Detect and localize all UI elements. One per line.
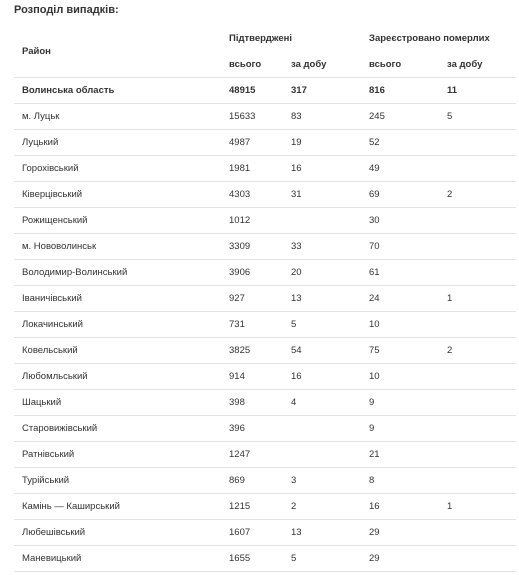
table-row [14, 182, 516, 208]
header-deaths: Зареєстровано померлих [369, 32, 490, 44]
header-confirmed: Підтверджені [229, 32, 293, 44]
header-confirmed-total: всього [221, 51, 283, 78]
row-confirmed-daily: 16 [283, 156, 361, 182]
row-deaths-daily: 1 [439, 286, 516, 312]
table-row [14, 416, 516, 442]
table-row [14, 156, 516, 182]
row-confirmed-total: 3825 [221, 338, 283, 364]
table-row [14, 286, 516, 312]
table-row-total [14, 78, 516, 104]
row-district: м. Луцьк [14, 104, 221, 130]
table-header [14, 25, 516, 78]
row-district: Іваничівський [14, 286, 221, 312]
row-confirmed-daily: 317 [283, 78, 361, 104]
row-deaths-daily: 2 [439, 338, 516, 364]
row-deaths-total: 9 [361, 416, 439, 442]
row-confirmed-total: 914 [221, 364, 283, 390]
row-deaths-total: 75 [361, 338, 439, 364]
row-confirmed-total: 927 [221, 286, 283, 312]
row-confirmed-daily: 13 [283, 286, 361, 312]
row-deaths-total: 29 [361, 546, 439, 572]
row-deaths-total: 30 [361, 208, 439, 234]
row-deaths-total: 9 [361, 390, 439, 416]
row-confirmed-daily: 4 [283, 390, 361, 416]
row-confirmed-daily: 54 [283, 338, 361, 364]
row-district: Шацький [14, 390, 221, 416]
row-confirmed-daily: 33 [283, 234, 361, 260]
header-row-groups [14, 25, 516, 51]
row-confirmed-total: 3309 [221, 234, 283, 260]
row-deaths-total: 816 [361, 78, 439, 104]
row-confirmed-total: 1655 [221, 546, 283, 572]
row-confirmed-total: 398 [221, 390, 283, 416]
row-deaths-daily [439, 468, 516, 494]
table-row [14, 208, 516, 234]
row-district: Локачинський [14, 312, 221, 338]
row-district: Ратнівський [14, 442, 221, 468]
row-district: Рожищенський [14, 208, 221, 234]
row-district: Любомльський [14, 364, 221, 390]
table-row [14, 234, 516, 260]
row-confirmed-total: 1607 [221, 520, 283, 546]
table-row [14, 546, 516, 572]
row-district: Камінь — Каширський [14, 494, 221, 520]
row-confirmed-daily: 5 [283, 546, 361, 572]
row-confirmed-daily: 16 [283, 364, 361, 390]
row-deaths-daily [439, 234, 516, 260]
row-deaths-total: 245 [361, 104, 439, 130]
table-row [14, 390, 516, 416]
row-district: Волинська область [14, 78, 221, 104]
row-deaths-daily: 5 [439, 104, 516, 130]
row-district: м. Нововолинськ [14, 234, 221, 260]
table-row [14, 468, 516, 494]
table-row [14, 130, 516, 156]
row-district: Володимир-Волинський [14, 260, 221, 286]
table-row [14, 312, 516, 338]
row-deaths-daily [439, 130, 516, 156]
header-deaths-daily: за добу [439, 51, 516, 78]
row-deaths-total: 49 [361, 156, 439, 182]
row-confirmed-daily [283, 208, 361, 234]
row-deaths-daily: 2 [439, 182, 516, 208]
row-deaths-total: 52 [361, 130, 439, 156]
row-confirmed-total: 1012 [221, 208, 283, 234]
row-confirmed-total: 1247 [221, 442, 283, 468]
row-district: Луцький [14, 130, 221, 156]
row-deaths-daily: 1 [439, 494, 516, 520]
row-deaths-daily [439, 364, 516, 390]
row-confirmed-daily [283, 442, 361, 468]
row-district: Маневицький [14, 546, 221, 572]
row-deaths-total: 21 [361, 442, 439, 468]
row-deaths-total: 29 [361, 520, 439, 546]
row-confirmed-total: 869 [221, 468, 283, 494]
row-deaths-daily [439, 260, 516, 286]
row-deaths-daily [439, 520, 516, 546]
row-deaths-total: 69 [361, 182, 439, 208]
row-district: Турійський [14, 468, 221, 494]
table-row [14, 104, 516, 130]
row-district: Горохівський [14, 156, 221, 182]
row-deaths-total: 8 [361, 468, 439, 494]
header-confirmed-daily: за добу [283, 51, 361, 78]
table-row [14, 442, 516, 468]
row-deaths-total: 70 [361, 234, 439, 260]
table-row [14, 494, 516, 520]
row-confirmed-daily [283, 416, 361, 442]
row-deaths-daily [439, 442, 516, 468]
row-confirmed-total: 4987 [221, 130, 283, 156]
row-district: Старовижівський [14, 416, 221, 442]
row-confirmed-total: 15633 [221, 104, 283, 130]
row-confirmed-daily: 19 [283, 130, 361, 156]
header-district: Район [14, 25, 221, 78]
row-confirmed-daily: 2 [283, 494, 361, 520]
row-confirmed-daily: 13 [283, 520, 361, 546]
row-confirmed-total: 1981 [221, 156, 283, 182]
row-deaths-daily [439, 208, 516, 234]
row-confirmed-daily: 3 [283, 468, 361, 494]
table-row [14, 338, 516, 364]
row-confirmed-total: 1215 [221, 494, 283, 520]
table-row [14, 520, 516, 546]
row-confirmed-total: 4303 [221, 182, 283, 208]
row-confirmed-daily: 20 [283, 260, 361, 286]
row-confirmed-total: 3906 [221, 260, 283, 286]
row-confirmed-daily: 31 [283, 182, 361, 208]
row-deaths-total: 10 [361, 364, 439, 390]
table-row [14, 364, 516, 390]
row-district: Любешівський [14, 520, 221, 546]
table-caption: Розподіл випадків: [14, 4, 119, 16]
cases-table [14, 25, 516, 572]
row-deaths-daily [439, 546, 516, 572]
row-deaths-total: 16 [361, 494, 439, 520]
row-deaths-total: 24 [361, 286, 439, 312]
row-confirmed-total: 48915 [221, 78, 283, 104]
row-confirmed-total: 731 [221, 312, 283, 338]
row-district: Ковельський [14, 338, 221, 364]
table-row [14, 260, 516, 286]
row-confirmed-total: 396 [221, 416, 283, 442]
row-deaths-daily [439, 312, 516, 338]
row-deaths-daily [439, 156, 516, 182]
row-deaths-daily [439, 390, 516, 416]
header-deaths-total: всього [361, 51, 439, 78]
row-deaths-total: 61 [361, 260, 439, 286]
row-confirmed-daily: 83 [283, 104, 361, 130]
table-body [14, 78, 516, 572]
row-deaths-total: 10 [361, 312, 439, 338]
row-confirmed-daily: 5 [283, 312, 361, 338]
row-district: Ківерцівський [14, 182, 221, 208]
row-deaths-daily: 11 [439, 78, 516, 104]
row-deaths-daily [439, 416, 516, 442]
